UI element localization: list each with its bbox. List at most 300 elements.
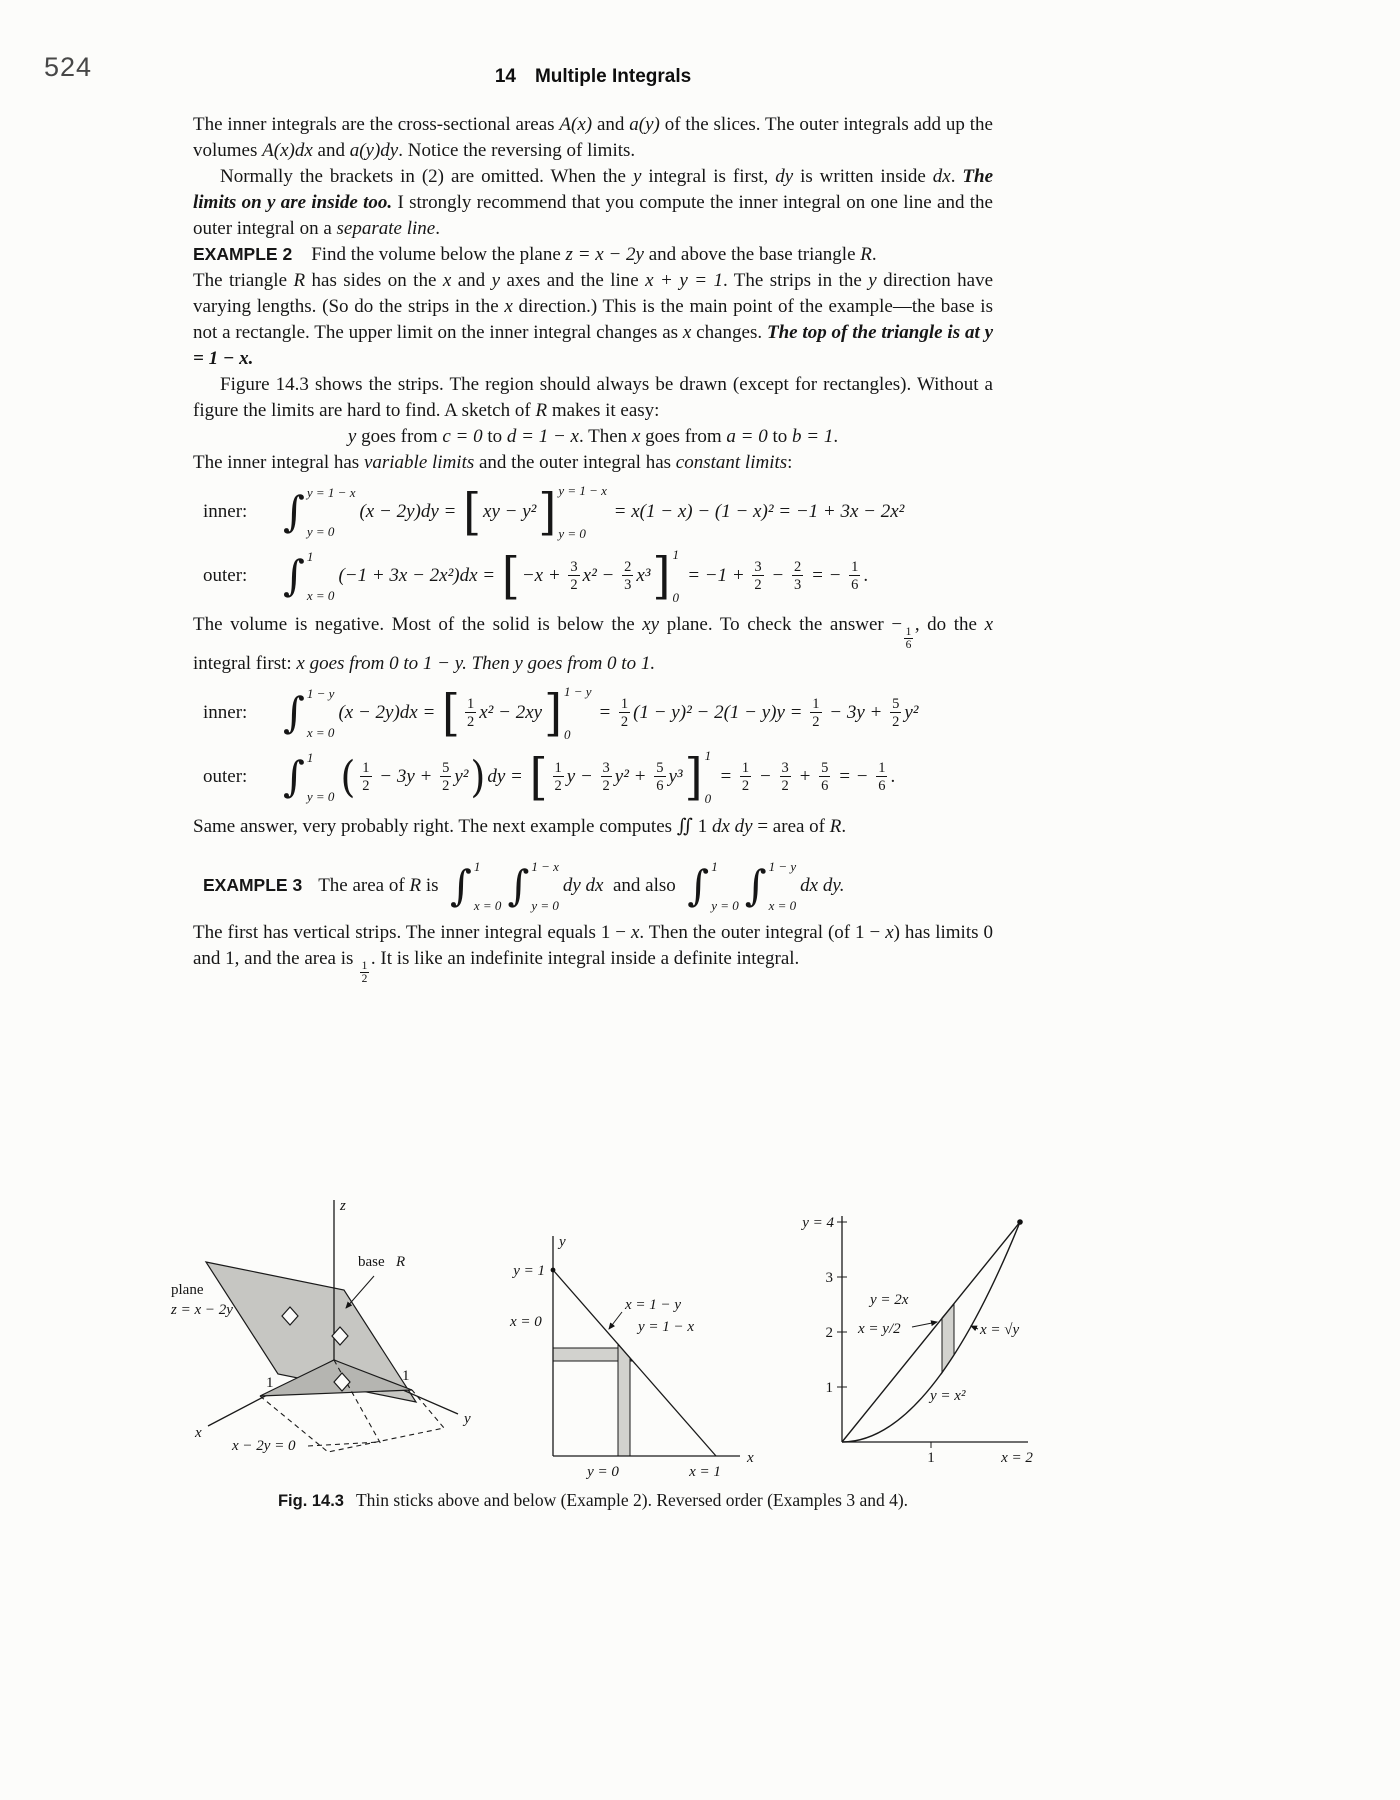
math-text: = [593,702,616,724]
math-text: − 3y + [374,766,438,788]
x-axis-label: x [747,1450,754,1466]
text-run: y [347,426,357,448]
equation-body [281,548,868,604]
integral [450,860,501,912]
integral-limits [307,751,335,803]
integral-sign: ∫ [507,861,530,911]
y-axis-label: y [464,1411,471,1427]
fraction-numerator: 1 [851,558,859,575]
z-axis-label: z [340,1198,346,1214]
fraction-numerator: 1 [878,759,886,776]
text-run: x goes from 0 to 1 − y. Then y goes from 0 to 1. [296,653,656,675]
equation-label: outer: [203,766,248,788]
fraction [792,559,803,594]
text-run: ) has limits 0 and 1, and the area is [193,922,993,970]
integral-limits [474,860,502,912]
fraction [890,696,901,731]
y-equals-1-point [551,1268,556,1273]
equation-body [281,484,904,540]
fraction [440,760,451,795]
math-text: x² − [582,565,620,587]
figure-caption-label: Fig. 14.3 [277,1492,344,1510]
fraction-numerator: 5 [656,759,664,776]
delimiter: ] [538,482,557,541]
delimiter: ( [340,752,356,802]
x-equals-2-label: x = 2 [1001,1450,1033,1466]
text-run: a = 0 [726,426,768,448]
text-run: goes from [356,426,443,448]
text-run: x [885,922,894,944]
lower-limit: x = 0 [306,588,335,604]
fraction-denominator: 6 [878,778,886,795]
paragraph-variable-limits [193,450,993,476]
page-number: 524 [44,52,93,82]
figure-parabola-line [790,1198,1042,1490]
text-run: variable limits [363,452,475,474]
integral-sign: ∫ [687,861,710,911]
lower-limit: y = 0 [558,526,586,542]
bracket-limits [672,548,680,604]
text-run: , do the [914,614,985,636]
equation-outer-first [203,548,993,604]
math-text: = −1 + [682,565,750,587]
unit-label-right: 1 [402,1368,410,1384]
text-run: xy [642,614,660,636]
text-run: and [592,114,630,135]
lower-limit: x = 0 [768,898,797,914]
base-R-label: R [396,1254,406,1270]
text-run: direction have varying lengths. (So do the strips in the [193,270,994,318]
hypotenuse-arrow [609,1312,622,1329]
fraction [465,696,476,731]
upper-limit: 1 [711,859,718,875]
text-run: Normally the brackets in (2) are omitted. When the [220,166,633,188]
text-run: The volume is negative. Most of the solid is below the [193,614,643,636]
bracket-limits [564,685,592,741]
math-text: (−1 + 3x − 2x²)dx = [338,565,500,587]
delimiter: ) [470,752,486,802]
text-run: . Notice the reversing of limits. [398,140,636,162]
equation-label: inner: [203,702,248,724]
integral-sign: ∫ [283,551,305,601]
lower-limit: y = 0 [306,789,335,805]
paragraph-vertical-strips [193,920,993,985]
fraction-numerator: 3 [781,759,789,776]
fraction [876,760,887,795]
x-equals-1-label: x = 1 [689,1464,721,1480]
text-run: x [631,426,641,448]
fraction-denominator: 2 [362,778,370,795]
text-run: R [293,270,306,292]
x-sqrt-y-label: x = √y [980,1322,1020,1338]
text-run: x [442,270,452,292]
math-text: y − [566,766,598,788]
integral [283,751,334,803]
text-run: The triangle [193,270,294,292]
paragraph-inner-integrals [193,112,993,164]
vertical-strip [942,1304,954,1373]
upper-limit: 1 − y [306,686,335,702]
bracket [501,546,520,605]
figure-caption [160,1490,1026,1511]
text-run: to [767,426,792,448]
fraction-numerator: 5 [821,759,829,776]
text-run: R [829,816,842,838]
upper-limit: y = 1 − x [306,485,356,501]
text-run: dx dy [711,816,753,838]
text-run: integral first: [193,653,297,675]
text-run: . [950,166,963,188]
equation-label: outer: [203,565,248,587]
paragraph-triangle-R [193,268,993,372]
fraction-numerator: 1 [905,626,912,639]
text-run: plane. To check the answer − [659,614,903,636]
text-run: goes from [640,426,727,448]
x-axis-label: x [195,1425,202,1441]
integral-sign: ∫ [283,688,305,738]
fraction-denominator: 6 [821,778,829,795]
text-run: has sides on the [305,270,443,292]
x-tick-1-label: 1 [927,1450,935,1466]
base-R-arrow [346,1276,374,1308]
text-run: The first has vertical strips. The inner integral equals 1 − [193,922,631,944]
fraction-numerator: 3 [570,558,578,575]
fraction-numerator: 3 [602,759,610,776]
text-run: I strongly recommend that you compute the inner integral on one line and the outer integral on a [193,192,993,240]
bracket [463,482,482,541]
fraction [752,559,763,594]
figure-plane-3d [168,1190,478,1490]
integral [283,486,355,538]
fraction-denominator: 2 [554,778,562,795]
integral [745,860,796,912]
plane-equation-label: z = x − 2y [171,1302,233,1318]
y-tick-1-label: 1 [825,1380,833,1396]
lower-limit: y = 0 [306,524,335,540]
text-run: The inner integral has [193,452,364,474]
math-text: −x + [521,565,566,587]
fraction-denominator: 2 [892,714,900,731]
upper-limit: y = 1 − x [558,483,607,499]
integral [283,550,334,602]
text-run: . The strips in the [722,270,869,292]
inline-fraction [360,960,369,985]
math-text: x² − 2xy [479,702,543,724]
unit-label-left: 1 [266,1375,274,1391]
fraction-denominator: 3 [794,577,802,594]
integral-limits [307,486,356,538]
paren [340,752,356,802]
lower-limit: 0 [672,590,679,606]
display-limits-line [193,424,993,450]
fraction-numerator: 1 [741,759,750,776]
math-text: dy = [487,766,528,788]
text-run: The inner integrals are the cross-sectional areas [193,114,560,135]
bracket-limits [558,484,607,540]
text-run: direction.) This is the main point of the example—the base is not a rectangle. The upper limit on the inner integral changes as [193,296,993,344]
fraction-numerator: 5 [442,759,450,776]
math-text: dx dy. [800,875,845,897]
text-run: a(y)dy [349,140,399,162]
example2-heading [193,242,993,268]
fraction-denominator: 2 [442,778,450,795]
text-run: b = 1 [792,426,834,448]
upper-limit: 1 − x [531,859,559,875]
fraction-denominator: 2 [570,577,578,594]
fraction-numerator: 5 [892,695,900,712]
fraction-denominator: 6 [851,577,859,594]
fraction [553,760,564,795]
text-run: x + y = 1 [645,270,723,292]
math-text: is [421,875,448,897]
fraction-denominator: 6 [656,778,664,795]
fraction-denominator: 2 [741,778,750,795]
upper-limit: 1 − y [564,684,592,700]
math-text: = [714,766,737,788]
lower-limit: x = 0 [306,725,335,741]
text-run: separate line [336,218,436,240]
upper-limit: 1 − y [768,859,797,875]
fraction [601,760,612,795]
math-text: y² [904,702,919,724]
text-run: 1 [692,816,712,838]
upper-limit: 1 [306,549,314,565]
fraction [654,760,665,795]
math-text: y³ [668,766,683,788]
text-run: dx [932,166,951,188]
delimiter: ] [544,683,563,742]
text-run: A(x) [559,114,593,135]
intersection-point [1017,1219,1023,1225]
fraction-denominator: 2 [361,973,368,986]
equation-outer-second [203,749,993,805]
fraction-denominator: 2 [620,714,629,731]
text-run: a(y) [629,114,660,135]
text-run: is written inside [793,166,933,188]
text-run: x [984,614,993,636]
text-run: y [868,270,877,292]
integral-limits [769,860,797,912]
vertical-strip [618,1344,630,1456]
equation-body [281,749,895,805]
delimiter: [ [529,747,548,806]
text-run: . [841,816,847,838]
text-run: Same answer, very probably right. The next example computes [193,816,677,838]
upper-limit: 1 [704,748,712,764]
paren [470,752,486,802]
text-run: to [482,426,507,448]
text-run: and [451,270,492,292]
text-run: of the slices. The outer integrals add up the volumes [193,114,993,162]
math-text: = − [833,766,874,788]
bracket [442,683,460,742]
math-text: The area of [318,875,410,897]
fraction-denominator: 2 [602,778,610,795]
text-run: = area of [752,816,830,838]
text-run: makes it easy: [547,400,660,422]
text-run: d = 1 − x [506,426,579,448]
equation-inner-second [203,685,993,741]
text-run: R [535,400,548,422]
text-run: The top of the triangle is at y = 1 − x. [193,322,993,370]
text-run: : [787,452,793,474]
math-text: (x − 2y)dy = [359,501,462,523]
bracket [685,749,713,805]
text-run: z = x − 2y [565,244,644,266]
text-run: Find the volume below the plane [292,244,566,266]
integral-sign: ∫ [283,487,305,537]
text-run: dy [775,166,794,188]
math-text: (x − 2y)dx = [338,702,441,724]
curve-arrow [971,1326,978,1329]
line-arrow [912,1322,937,1327]
lower-limit: 0 [564,727,571,743]
delimiter: ] [684,747,703,806]
fraction-denominator: 2 [467,714,475,731]
integral-limits [307,687,335,739]
fraction [622,559,633,594]
delimiter: [ [463,482,482,541]
fraction-numerator: 1 [362,759,370,776]
fraction-numerator: 2 [794,558,802,575]
text-run: constant limits [675,452,788,474]
fraction [360,760,371,795]
text-run: . Then the outer integral (of 1 − [639,922,886,944]
text-column [193,112,993,986]
text-run: integral is first, [641,166,776,188]
text-run: . [871,244,877,266]
delimiter: ] [652,546,671,605]
fraction-denominator: 2 [754,577,762,594]
equation-inner-first [203,484,993,540]
text-run: and above the base triangle [643,244,861,266]
math-text: y² [454,766,469,788]
y-1-minus-x-label: y = 1 − x [638,1319,695,1335]
integral-limits [711,860,739,912]
math-text: − [754,766,777,788]
bracket [544,685,592,741]
integral-limits [531,860,559,912]
example3-body [318,860,844,912]
text-run: x [504,296,513,318]
paragraph-same-answer [193,813,993,840]
integral [507,860,558,912]
y-tick-2-label: 2 [825,1325,833,1341]
equation-label: inner: [203,501,248,523]
fraction-numerator: 1 [554,759,562,776]
x-equals-0-label: x = 0 [510,1314,542,1330]
text-run: changes. [691,322,767,344]
text-run: . [833,426,839,448]
fraction [849,559,860,594]
math-text: xy − y² [483,501,537,523]
example3-label: EXAMPLE 3 [203,875,303,896]
example3-line [203,860,993,912]
paragraph-volume-negative [193,612,993,677]
integral-sign: ∫ [283,752,305,802]
x-y-over-2-label: x = y/2 [858,1321,901,1337]
text-run: . Then [578,426,632,448]
fraction-numerator: 1 [467,695,475,712]
chapter-running-head: 14 Multiple Integrals [494,66,692,87]
figure-caption-text: Thin sticks above and below (Example 2). Reversed order (Examples 3 and 4). [355,1490,909,1510]
upper-limit: 1 [473,859,481,875]
text-run: . It is like an indefinite integral inside a definite integral. [370,948,800,970]
upper-limit: 1 [306,750,314,766]
paragraph-figure-143 [193,372,993,424]
text-run: R [860,244,872,266]
fraction-numerator: 2 [624,558,632,575]
text-run: EXAMPLE 2 [193,244,293,265]
math-text: and also [603,875,686,897]
math-text: . [863,565,869,587]
figure-14-3 [168,1190,1068,1490]
math-text: dy dx [562,875,604,897]
text-run: y [491,270,501,292]
lower-limit: 0 [704,791,712,807]
text-run: y [632,166,642,188]
x-1-minus-y-label: x = 1 − y [625,1297,682,1313]
y-axis-label: y [559,1234,566,1250]
text-run: ∬ [676,815,693,838]
text-run: x [630,922,640,944]
intersection-line-label: x − 2y = 0 [232,1438,296,1454]
integral [687,860,738,912]
text-run: A(x)dx [262,140,313,162]
math-text: x³ [636,565,651,587]
bracket [538,484,607,540]
lower-limit: y = 0 [531,898,559,914]
text-run: Figure 14.3 shows the strips. The region should always be drawn (except for rectangles). Without a figure the limits are hard to find. A sketch of [193,374,993,422]
text-run: axes and the line [500,270,646,292]
text-run: The limits on y are inside too. [193,166,993,214]
fraction-numerator: 3 [754,558,762,575]
math-text: R [409,875,422,897]
delimiter: [ [442,683,460,742]
fraction-denominator: 3 [624,577,632,594]
math-text: − [766,565,789,587]
y-2x-label: y = 2x [870,1292,909,1308]
bracket [653,548,681,604]
text-run: c = 0 [442,426,483,448]
fraction-numerator: 1 [361,960,368,973]
figure-triangle-strips [508,1222,760,1490]
bracket-limits [705,749,713,805]
equation-body [281,685,918,741]
math-text: = − [806,565,847,587]
fraction-numerator: 1 [812,695,820,712]
y-x-squared-label: y = x² [930,1388,966,1404]
integral-sign: ∫ [450,861,472,911]
fraction [780,760,791,795]
text-run: and [312,140,350,162]
lower-limit: y = 0 [711,898,739,914]
fraction [810,696,821,731]
text-run: . [435,218,440,240]
fraction [619,696,630,731]
y-equals-0-label: y = 0 [587,1464,619,1480]
text-run: x [682,322,692,344]
paragraph-normally-brackets [193,164,993,242]
inline-fraction [904,626,913,651]
base-word-label: base [358,1254,385,1270]
math-text: + [793,766,817,788]
y-equals-1-label: y = 1 [513,1263,545,1279]
y-equals-4-label: y = 4 [802,1215,834,1231]
integral-sign: ∫ [744,861,767,911]
delimiter: [ [501,546,520,605]
math-text: . [890,766,896,788]
